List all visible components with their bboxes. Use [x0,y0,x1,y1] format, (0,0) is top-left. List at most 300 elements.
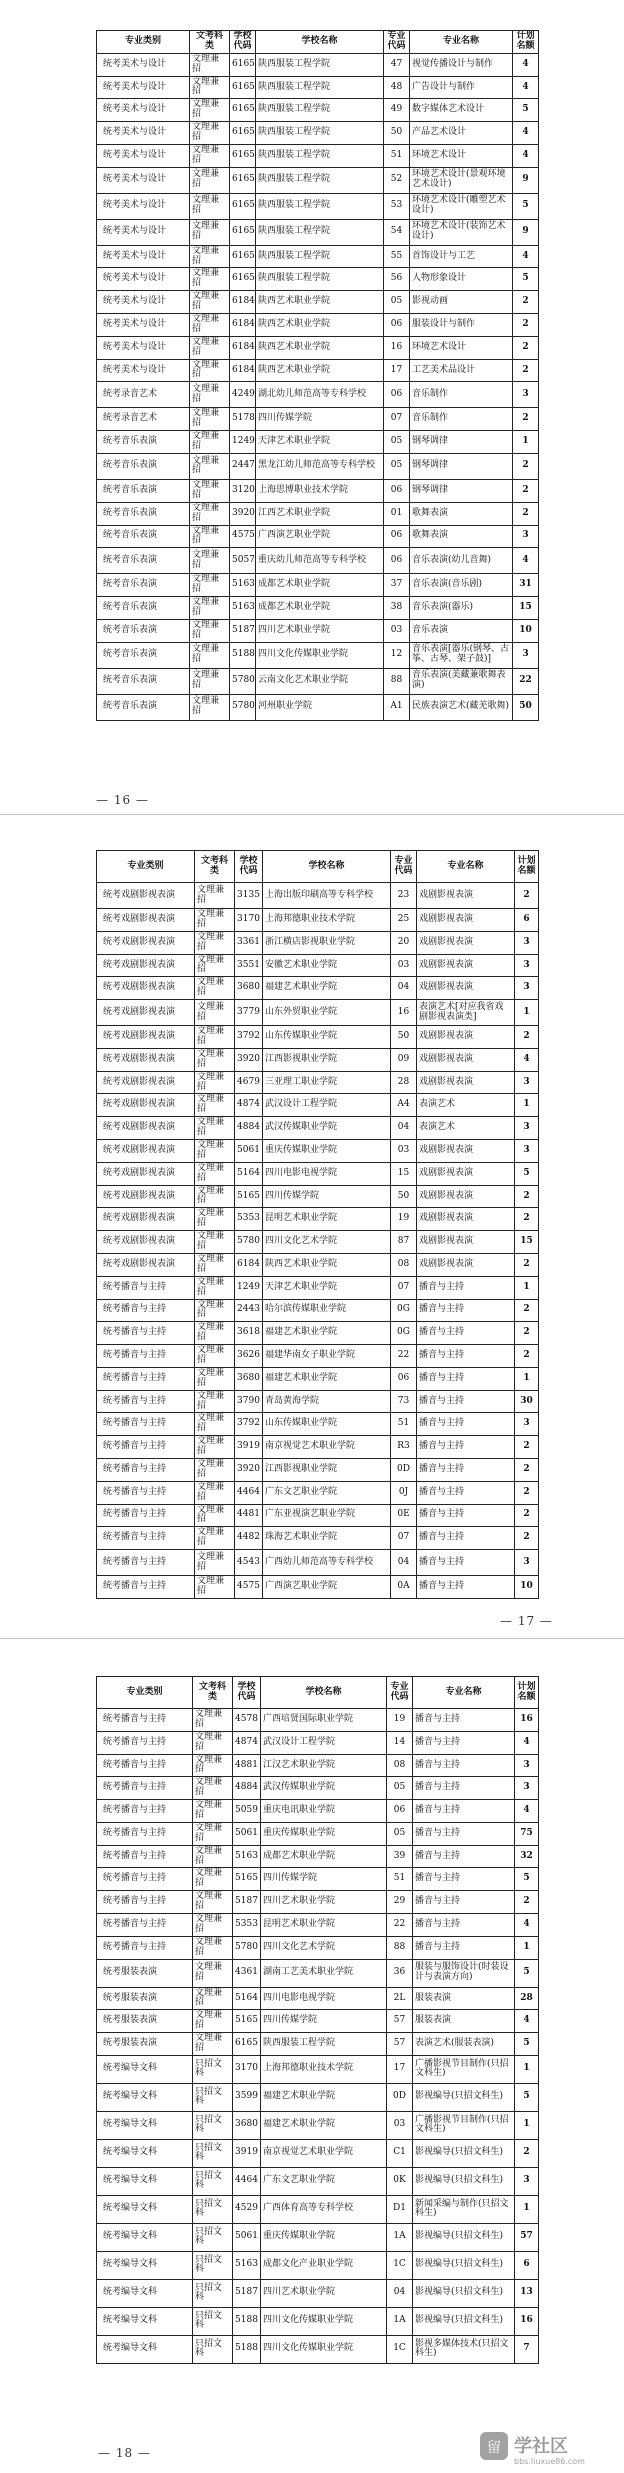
school-code-cell: 3680 [235,1367,263,1390]
subject-type-cell: 文理兼招 [190,642,230,668]
subject-type-cell: 文理兼招 [195,1367,235,1390]
quota-cell: 2 [513,453,539,479]
column-header: 专业代码 [387,1677,413,1709]
table-row [97,1800,539,1823]
school-code-cell: 3618 [235,1322,263,1345]
table-row [97,1117,539,1140]
school-code-cell: 4881 [233,1754,261,1777]
school-name-cell: 上海思博职业技术学院 [256,479,384,502]
school-name-cell: 云南文化艺术职业学院 [256,668,384,694]
major-name-cell: 音乐表演(音乐剧) [410,574,513,597]
major-name-cell: 音乐表演[器乐(钢琴、古筝、古琴、架子鼓)] [410,642,513,668]
school-code-cell: 3680 [235,977,263,1000]
major-name-cell: 影视编导(只招文科生) [413,2307,515,2335]
school-name-cell: 上海邦德职业技术学院 [261,2055,387,2083]
school-name-cell: 陕西艺术职业学院 [263,1253,391,1276]
major-code-cell: 15 [391,1162,417,1185]
quota-cell: 1 [515,1367,539,1390]
subject-type-cell: 文理兼招 [190,245,230,268]
school-name-cell: 陕西服装工程学院 [256,193,384,219]
table-body [97,53,539,720]
school-name-cell: 三亚理工职业学院 [263,1071,391,1094]
table-row [97,1936,539,1959]
school-code-cell: 5187 [230,619,256,642]
quota-cell: 2 [515,1436,539,1459]
school-code-cell: 3790 [235,1390,263,1413]
major-code-cell: 06 [384,525,410,548]
table-row [97,1504,539,1527]
major-code-cell: 37 [384,574,410,597]
school-name-cell: 湖北幼儿师范高等专科学校 [256,382,384,408]
table-row [97,1367,539,1390]
major-name-cell: 播音与主持 [413,1845,515,1868]
major-name-cell: 服装与服饰设计(时装设计与表演方向) [413,1959,515,1987]
major-code-cell: 06 [384,382,410,408]
subject-type-cell: 文理兼招 [193,1845,233,1868]
school-code-cell: 4884 [233,1777,261,1800]
major-name-cell: 影视编导(只招文科生) [413,2139,515,2167]
school-name-cell: 珠海艺术职业学院 [263,1527,391,1550]
table-row [97,1185,539,1208]
major-code-cell: 50 [391,1026,417,1049]
school-name-cell: 四川电影电视学院 [263,1162,391,1185]
table-row [97,574,539,597]
subject-type-cell: 文理兼招 [195,1550,235,1576]
table-row [97,1208,539,1231]
subject-type-cell: 文理兼招 [193,1800,233,1823]
table-row [97,1754,539,1777]
major-code-cell: 57 [387,2033,413,2056]
category-cell: 统考播音与主持 [97,1731,193,1754]
table-row [97,2307,539,2335]
school-name-cell: 广西演艺职业学院 [256,525,384,548]
major-name-cell: 人物形象设计 [410,268,513,291]
school-name-cell: 四川文化艺术学院 [261,1936,387,1959]
table-row [97,1026,539,1049]
category-cell: 统考播音与主持 [97,1868,193,1891]
school-code-cell: 3792 [235,1026,263,1049]
school-code-cell: 5165 [233,2010,261,2033]
major-name-cell: 戏剧影视表演 [417,909,515,932]
quota-cell: 4 [515,2010,539,2033]
quota-cell: 15 [513,597,539,620]
school-name-cell: 陕西服装工程学院 [256,219,384,245]
major-code-cell: 23 [391,883,417,909]
school-name-cell: 陕西艺术职业学院 [256,291,384,314]
school-code-cell: 5061 [233,2223,261,2251]
category-cell: 统考播音与主持 [97,1413,195,1436]
quota-cell: 2 [515,1481,539,1504]
major-name-cell: 播音与主持 [417,1345,515,1368]
school-code-cell: 5780 [233,1936,261,1959]
table-row [97,2335,539,2363]
quota-cell: 5 [515,1162,539,1185]
major-code-cell: 06 [391,1367,417,1390]
school-name-cell: 广西培贤国际职业学院 [261,1709,387,1732]
category-cell: 统考戏剧影视表演 [97,909,195,932]
major-code-cell: 16 [384,336,410,359]
quota-cell: 1 [515,2055,539,2083]
major-code-cell: 07 [391,1527,417,1550]
major-name-cell: 表演艺术 [417,1094,515,1117]
table-row [97,2111,539,2139]
table-row [97,1322,539,1345]
subject-type-cell: 文理兼招 [190,382,230,408]
category-cell: 统考播音与主持 [97,1936,193,1959]
school-name-cell: 福建艺术职业学院 [263,977,391,1000]
table-row [97,1987,539,2010]
table-row [97,2251,539,2279]
major-name-cell: 钢琴调律 [410,431,513,454]
category-cell: 统考播音与主持 [97,1436,195,1459]
subject-type-cell: 文理兼招 [195,1413,235,1436]
subject-type-cell: 文理兼招 [195,1094,235,1117]
category-cell: 统考音乐表演 [97,502,190,525]
school-code-cell: 4679 [235,1071,263,1094]
school-name-cell: 广东亚视演艺职业学院 [263,1504,391,1527]
major-code-cell: D1 [387,2195,413,2223]
major-name-cell: 影视编导(只招文科生) [413,2279,515,2307]
major-code-cell: 0E [391,1504,417,1527]
category-cell: 统考编导文科 [97,2055,193,2083]
major-code-cell: 0A [391,1576,417,1599]
major-name-cell: 影视动画 [410,291,513,314]
quota-cell: 10 [515,1576,539,1599]
school-code-cell: 5187 [233,2279,261,2307]
svg-text:留: 留 [487,2440,501,2456]
table-row [97,479,539,502]
major-name-cell: 播音与主持 [417,1322,515,1345]
quota-cell: 4 [513,53,539,76]
subject-type-cell: 文理兼招 [193,2010,233,2033]
major-code-cell: A4 [391,1094,417,1117]
major-name-cell: 播音与主持 [413,1709,515,1732]
school-code-cell: 6165 [230,245,256,268]
major-code-cell: 51 [391,1413,417,1436]
school-code-cell: 4575 [230,525,256,548]
table-row [97,1914,539,1937]
column-header: 专业代码 [384,31,410,54]
category-cell: 统考播音与主持 [97,1845,193,1868]
table-row [97,642,539,668]
school-code-cell: 3920 [230,502,256,525]
school-name-cell: 陕西服装工程学院 [256,122,384,145]
column-header: 专业类别 [97,1677,193,1709]
table-body [97,883,539,1599]
school-name-cell: 浙江横店影视职业学院 [263,931,391,954]
column-header: 专业名称 [413,1677,515,1709]
quota-cell: 4 [513,245,539,268]
quota-cell: 2 [513,479,539,502]
table-row [97,883,539,909]
table-row [97,619,539,642]
subject-type-cell: 只招文科 [193,2279,233,2307]
quota-cell: 1 [515,1276,539,1299]
major-name-cell: 播音与主持 [413,1800,515,1823]
category-cell: 统考美术与设计 [97,336,190,359]
category-cell: 统考美术与设计 [97,122,190,145]
subject-type-cell: 文理兼招 [193,1868,233,1891]
subject-type-cell: 文理兼招 [190,291,230,314]
page-divider [0,1638,624,1639]
quota-cell: 3 [515,954,539,977]
major-code-cell: 57 [387,2010,413,2033]
school-code-cell: 6184 [230,291,256,314]
svg-text:bbs.liuxue86.com: bbs.liuxue86.com [514,2457,585,2466]
subject-type-cell: 文理兼招 [193,1959,233,1987]
subject-type-cell: 文理兼招 [190,597,230,620]
school-code-cell: 5057 [230,548,256,574]
subject-type-cell: 文理兼招 [190,76,230,99]
major-code-cell: 52 [384,167,410,193]
school-code-cell: 3551 [235,954,263,977]
category-cell: 统考戏剧影视表演 [97,1048,195,1071]
subject-type-cell: 文理兼招 [190,359,230,382]
major-name-cell: 戏剧影视表演 [417,1185,515,1208]
table-row [97,548,539,574]
major-name-cell: 播音与主持 [413,1914,515,1937]
major-name-cell: 歌舞表演 [410,525,513,548]
category-cell: 统考编导文科 [97,2223,193,2251]
column-header: 学校名称 [261,1677,387,1709]
column-header: 计划名额 [515,851,539,883]
quota-cell: 5 [515,1868,539,1891]
major-code-cell: 54 [384,219,410,245]
major-name-cell: 戏剧影视表演 [417,977,515,1000]
school-code-cell: 5178 [230,408,256,431]
category-cell: 统考美术与设计 [97,99,190,122]
subject-type-cell: 只招文科 [193,2111,233,2139]
school-code-cell: 3135 [235,883,263,909]
category-cell: 统考音乐表演 [97,525,190,548]
major-code-cell: 56 [384,268,410,291]
school-name-cell: 陕西服装工程学院 [261,2033,387,2056]
school-code-cell: 6165 [230,144,256,167]
subject-type-cell: 文理兼招 [190,574,230,597]
major-code-cell: 04 [391,977,417,1000]
column-header: 学校名称 [256,31,384,54]
school-name-cell: 南京视觉艺术职业学院 [263,1436,391,1459]
subject-type-cell: 文理兼招 [195,1436,235,1459]
quota-cell: 2 [515,1504,539,1527]
school-code-cell: 5059 [233,1800,261,1823]
school-name-cell: 四川文化艺术学院 [263,1231,391,1254]
subject-type-cell: 文理兼招 [195,1231,235,1254]
school-code-cell: 5780 [230,694,256,720]
school-code-cell: 6184 [230,336,256,359]
subject-type-cell: 文理兼招 [190,453,230,479]
quota-cell: 32 [515,1845,539,1868]
major-code-cell: 0J [391,1481,417,1504]
school-code-cell: 3170 [233,2055,261,2083]
category-cell: 统考戏剧影视表演 [97,1117,195,1140]
subject-type-cell: 文理兼招 [195,883,235,909]
category-cell: 统考音乐表演 [97,642,190,668]
table-row [97,2195,539,2223]
school-name-cell: 江西影视职业学院 [263,1458,391,1481]
school-name-cell: 四川文化传媒职业学院 [256,642,384,668]
category-cell: 统考播音与主持 [97,1322,195,1345]
page-number-16: — 16 — [96,793,149,807]
category-cell: 统考美术与设计 [97,193,190,219]
table-row [97,2167,539,2195]
major-name-cell: 播音与主持 [417,1276,515,1299]
school-name-cell: 陕西服装工程学院 [256,167,384,193]
major-code-cell: 05 [387,1777,413,1800]
major-code-cell: 17 [387,2055,413,2083]
school-name-cell: 陕西服装工程学院 [256,268,384,291]
school-code-cell: 4529 [233,2195,261,2223]
category-cell: 统考播音与主持 [97,1822,193,1845]
major-name-cell: 播音与主持 [417,1299,515,1322]
table-row [97,1253,539,1276]
subject-type-cell: 文理兼招 [190,431,230,454]
table-row [97,1868,539,1891]
subject-type-cell: 文理兼招 [195,909,235,932]
major-code-cell: 19 [387,1709,413,1732]
category-cell: 统考服装表演 [97,1987,193,2010]
site-logo [478,2428,618,2468]
major-code-cell: 73 [391,1390,417,1413]
subject-type-cell: 文理兼招 [195,1527,235,1550]
school-code-cell: 3792 [235,1413,263,1436]
quota-cell: 5 [515,2083,539,2111]
school-name-cell: 上海出版印刷高等专科学校 [263,883,391,909]
school-name-cell: 陕西艺术职业学院 [256,314,384,337]
subject-type-cell: 文理兼招 [193,1777,233,1800]
subject-type-cell: 文理兼招 [195,1026,235,1049]
major-code-cell: 48 [384,76,410,99]
subject-type-cell: 文理兼招 [190,525,230,548]
category-cell: 统考美术与设计 [97,53,190,76]
school-name-cell: 陕西艺术职业学院 [256,336,384,359]
major-name-cell: 戏剧影视表演 [417,1231,515,1254]
major-name-cell: 新闻采编与制作(只招文科生) [413,2195,515,2223]
page-number-17: — 17 — [500,1614,553,1628]
table-row [97,268,539,291]
quota-cell: 3 [515,1117,539,1140]
category-cell: 统考音乐表演 [97,431,190,454]
quota-cell: 2 [515,1026,539,1049]
school-code-cell: 4464 [233,2167,261,2195]
major-code-cell: 05 [384,291,410,314]
school-name-cell: 哈尔滨传媒职业学院 [263,1299,391,1322]
school-code-cell: 5780 [235,1231,263,1254]
school-code-cell: 5164 [233,1987,261,2010]
table-row [97,1576,539,1599]
column-header: 文考科类 [195,851,235,883]
major-code-cell: 22 [387,1914,413,1937]
category-cell: 统考美术与设计 [97,245,190,268]
school-name-cell: 成都艺术职业学院 [256,574,384,597]
quota-cell: 3 [515,1777,539,1800]
school-code-cell: 5061 [235,1140,263,1163]
school-code-cell: 3626 [235,1345,263,1368]
school-code-cell: 5165 [235,1185,263,1208]
major-code-cell: 1C [387,2251,413,2279]
quota-cell: 2 [515,1185,539,1208]
quota-cell: 22 [513,668,539,694]
school-name-cell: 青岛黄海学院 [263,1390,391,1413]
table-page-17 [96,850,538,1599]
quota-cell: 2 [513,291,539,314]
major-name-cell: 音乐制作 [410,408,513,431]
major-name-cell: 戏剧影视表演 [417,1253,515,1276]
quota-cell: 2 [515,2139,539,2167]
quota-cell: 2 [513,314,539,337]
table-row [97,2083,539,2111]
category-cell: 统考播音与主持 [97,1914,193,1937]
school-name-cell: 陕西服装工程学院 [256,245,384,268]
table-row [97,909,539,932]
category-cell: 统考美术与设计 [97,144,190,167]
page-number-18: — 18 — [98,2446,151,2460]
major-code-cell: 51 [384,144,410,167]
table-row [97,1709,539,1732]
school-name-cell: 重庆幼儿师范高等专科学校 [256,548,384,574]
subject-type-cell: 文理兼招 [195,1117,235,1140]
table-row [97,1436,539,1459]
category-cell: 统考音乐表演 [97,694,190,720]
quota-cell: 3 [513,382,539,408]
school-name-cell: 陕西服装工程学院 [256,76,384,99]
major-code-cell: 87 [391,1231,417,1254]
school-code-cell: 5188 [230,642,256,668]
school-code-cell: 5187 [233,1891,261,1914]
major-name-cell: 服装表演 [413,2010,515,2033]
quota-cell: 13 [515,2279,539,2307]
quota-cell: 2 [515,1208,539,1231]
school-name-cell: 四川文化传媒职业学院 [261,2307,387,2335]
quota-cell: 3 [515,931,539,954]
major-name-cell: 播音与主持 [413,1731,515,1754]
subject-type-cell: 只招文科 [193,2251,233,2279]
table-row [97,1959,539,1987]
subject-type-cell: 只招文科 [193,2083,233,2111]
major-code-cell: 05 [384,453,410,479]
school-name-cell: 福建华南女子职业学院 [263,1345,391,1368]
category-cell: 统考音乐表演 [97,548,190,574]
subject-type-cell: 文理兼招 [190,144,230,167]
category-cell: 统考播音与主持 [97,1276,195,1299]
category-cell: 统考播音与主持 [97,1504,195,1527]
quota-cell: 10 [513,619,539,642]
major-name-cell: 表演艺术(服装表演) [413,2033,515,2056]
subject-type-cell: 文理兼招 [193,2033,233,2056]
subject-type-cell: 文理兼招 [195,1253,235,1276]
major-code-cell: 2L [387,1987,413,2010]
school-code-cell: 5163 [233,1845,261,1868]
subject-type-cell: 只招文科 [193,2195,233,2223]
category-cell: 统考录音艺术 [97,408,190,431]
school-name-cell: 昆明艺术职业学院 [263,1208,391,1231]
school-code-cell: 5780 [230,668,256,694]
major-code-cell: 49 [384,99,410,122]
subject-type-cell: 文理兼招 [193,1822,233,1845]
school-code-cell: 4874 [233,1731,261,1754]
column-header: 专业代码 [391,851,417,883]
quota-cell: 9 [513,219,539,245]
major-code-cell: 05 [387,1822,413,1845]
subject-type-cell: 文理兼招 [190,619,230,642]
table-row [97,1299,539,1322]
subject-type-cell: 文理兼招 [195,1000,235,1026]
school-code-cell: 5163 [230,574,256,597]
major-name-cell: 播音与主持 [417,1367,515,1390]
quota-cell: 50 [513,694,539,720]
table-row [97,2223,539,2251]
school-code-cell: 6165 [230,219,256,245]
